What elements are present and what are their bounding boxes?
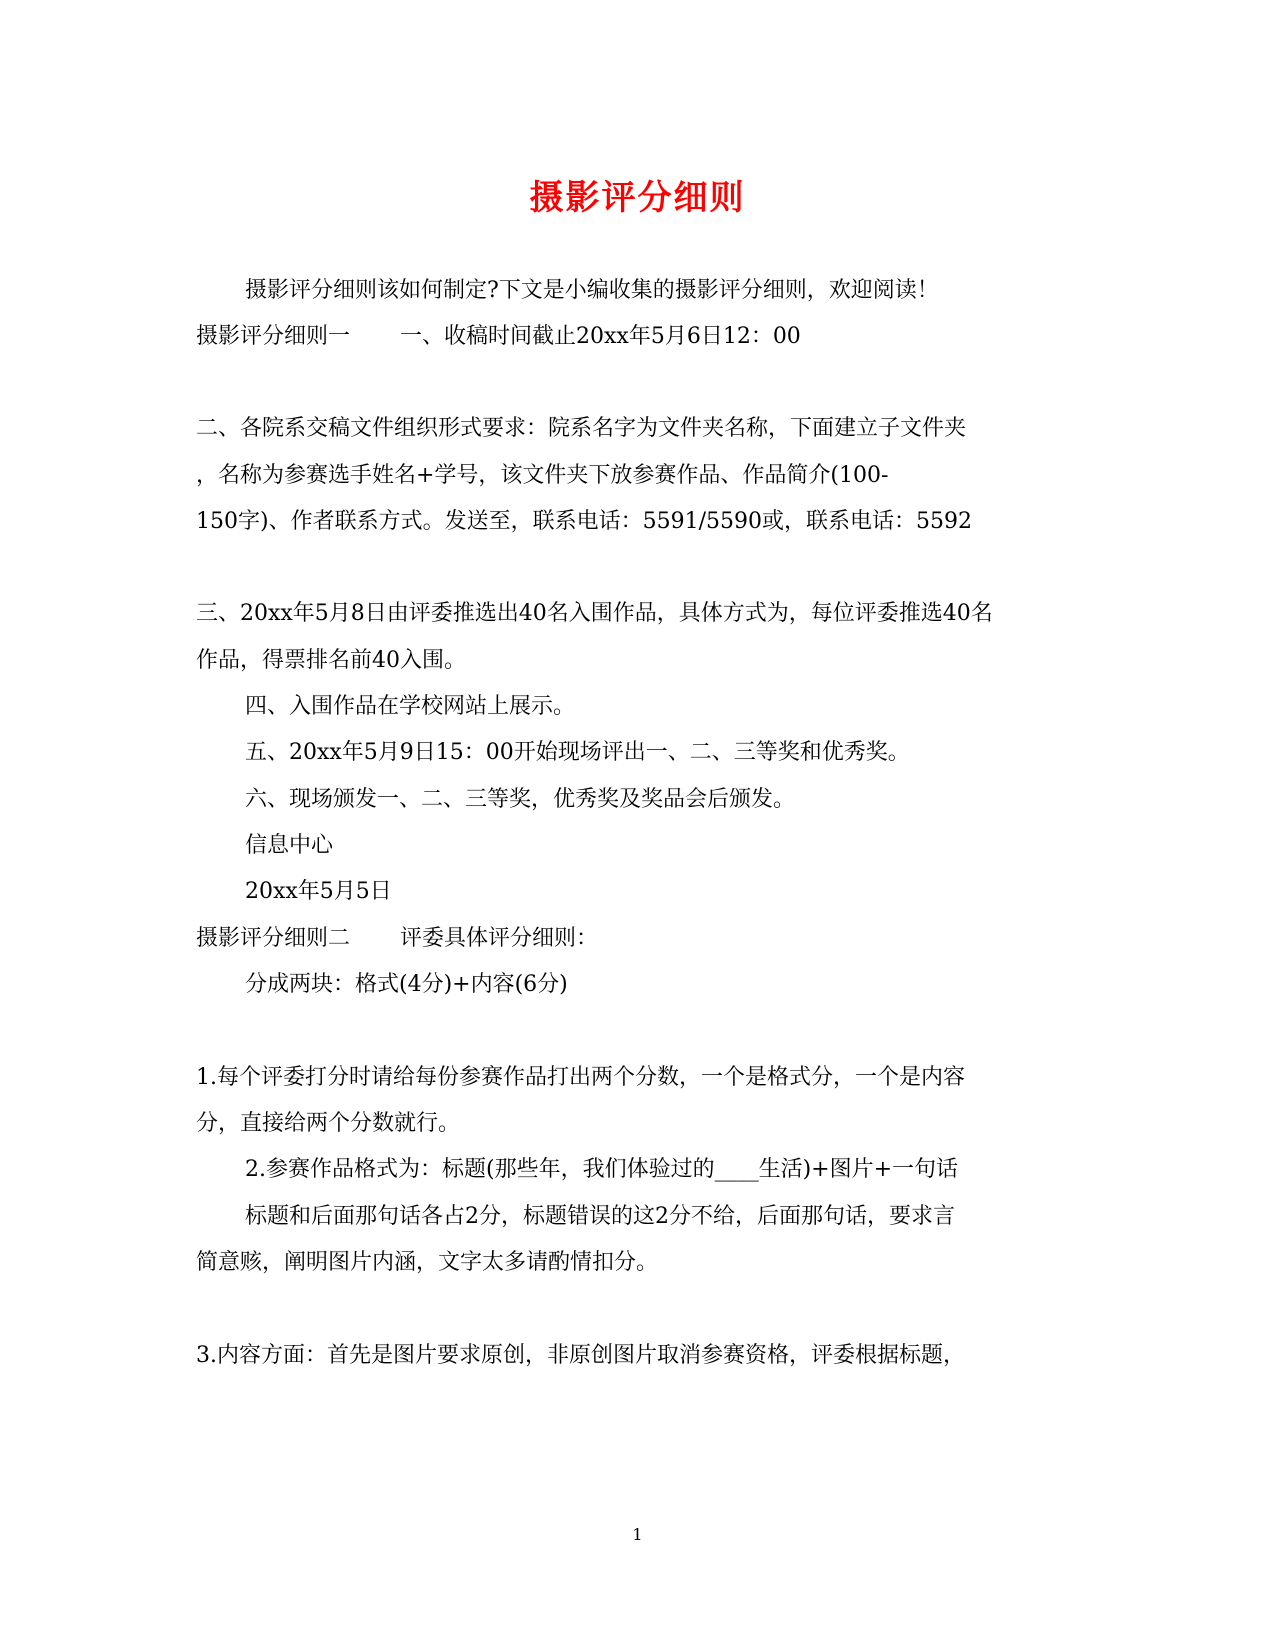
signature-date: 20xx年5月5日 — [245, 879, 392, 904]
rule-two-detail-line-2: 简意赅，阐明图片内涵，文字太多请酌情扣分。 — [196, 1250, 659, 1275]
signature-org: 信息中心 — [245, 833, 334, 858]
rule-one-line-2: 分，直接给两个分数就行。 — [196, 1111, 461, 1136]
rule-two-detail-line-1: 标题和后面那句话各占2分，标题错误的这2分不给，后面那句话，要求言 — [245, 1204, 955, 1229]
item-six: 六、现场颁发一、二、三等奖，优秀奖及奖品会后颁发。 — [245, 787, 796, 812]
rule-three-line-1: 3.内容方面：首先是图片要求原创，非原创图片取消参赛资格，评委根据标题， — [196, 1343, 965, 1368]
document-title: 摄影评分细则 — [529, 178, 746, 218]
section-two-label: 摄影评分细则二 — [196, 926, 351, 951]
section-two-heading: 评委具体评分细则： — [400, 926, 599, 951]
rule-one-line-1: 1.每个评委打分时请给每份参赛作品打出两个分数，一个是格式分，一个是内容 — [196, 1065, 965, 1090]
rule-two: 2.参赛作品格式为：标题(那些年，我们体验过的____生活)+图片+一句话 — [245, 1157, 959, 1182]
item-two-line-1: 二、各院系交稿文件组织形式要求：院系名字为文件夹名称，下面建立子文件夹 — [196, 416, 967, 441]
intro-paragraph: 摄影评分细则该如何制定?下文是小编收集的摄影评分细则，欢迎阅读！ — [245, 278, 939, 303]
item-one: 一、收稿时间截止20xx年5月6日12：00 — [400, 324, 801, 349]
item-five: 五、20xx年5月9日15：00开始现场评出一、二、三等奖和优秀奖。 — [245, 740, 910, 765]
section-one-header-line — [196, 322, 801, 352]
section-one-label: 摄影评分细则一 — [196, 324, 351, 349]
score-split: 分成两块：格式(4分)+内容(6分) — [245, 972, 568, 997]
item-three-line-2: 作品，得票排名前40入围。 — [196, 648, 466, 673]
item-two-line-2: ，名称为参赛选手姓名+学号，该文件夹下放参赛作品、作品简介(100- — [196, 463, 889, 488]
page-number: 1 — [632, 1525, 643, 1544]
section-two-header-line — [196, 924, 598, 954]
item-three-line-1: 三、20xx年5月8日由评委推选出40名入围作品，具体方式为，每位评委推选40名 — [196, 601, 993, 626]
item-two-line-3: 150字)、作者联系方式。发送至，联系电话：5591/5590或，联系电话：5592 — [196, 509, 972, 534]
item-four: 四、入围作品在学校网站上展示。 — [245, 694, 576, 719]
